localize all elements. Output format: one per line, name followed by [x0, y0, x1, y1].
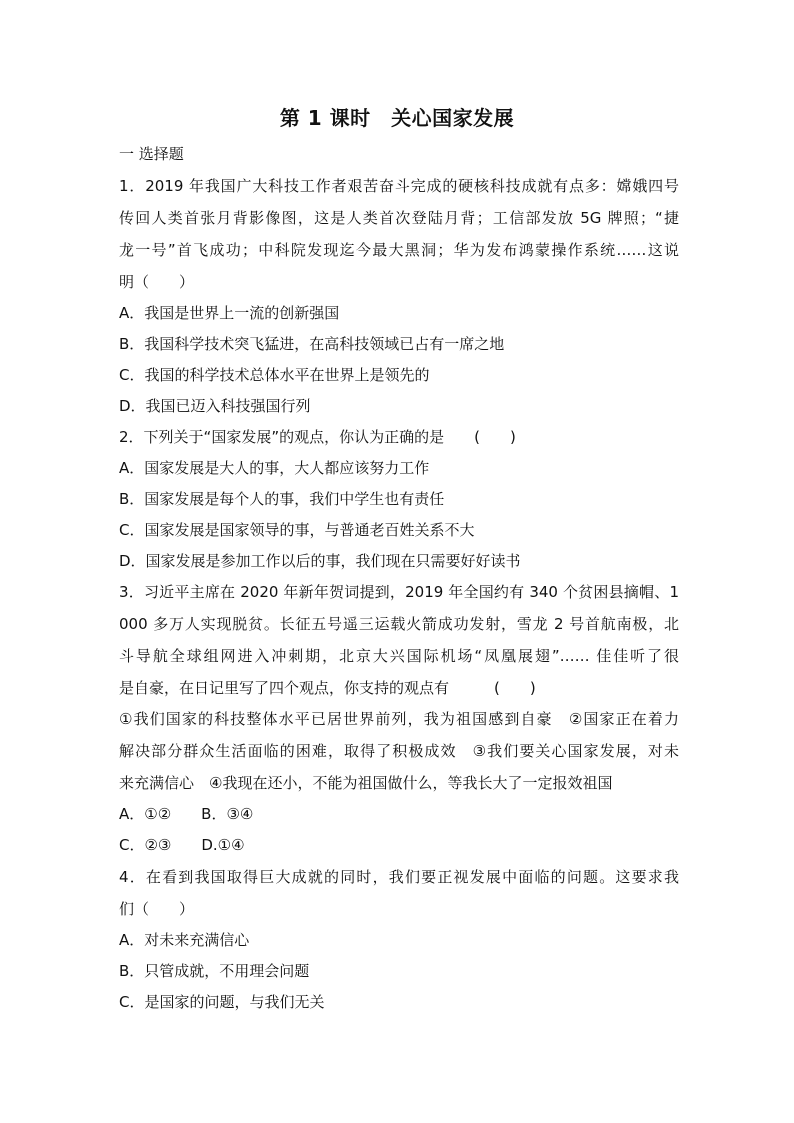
question-3-line-7: 来充满信心 ④我现在还小，不能为祖国做什么，等我长大了一定报效祖国 [119, 774, 613, 792]
question-1-line-3: 龙一号”首飞成功；中科院发现迄今最大黑洞；华为发布鸿蒙操作系统……这说 [119, 241, 679, 259]
question-3-line-1: 3．习近平主席在 2020 年新年贺词提到，2019 年全国约有 340 个贫困县摘帽、1 [119, 583, 679, 601]
question-3-line-4: 是自豪，在日记里写了四个观点，你支持的观点有 ( ) [119, 679, 536, 697]
question-1-line-2: 传回人类首张月背影像图，这是人类首次登陆月背；工信部发放 5G 牌照；“捷 [119, 209, 679, 227]
question-1-option-c: C．我国的科学技术总体水平在世界上是领先的 [119, 366, 430, 384]
question-4-option-a: A．对未来充满信心 [119, 931, 250, 949]
question-2-option-a: A．国家发展是大人的事，大人都应该努力工作 [119, 459, 430, 477]
question-4-line-1: 4．在看到我国取得巨大成就的同时，我们要正视发展中面临的问题。这要求我 [119, 868, 679, 886]
question-3-option-cd: C．②③ D.①④ [119, 836, 245, 854]
question-2-option-c: C．国家发展是国家领导的事，与普通老百姓关系不大 [119, 521, 475, 539]
question-4-line-2: 们（ ） [119, 900, 195, 918]
question-2-line-1: 2．下列关于“国家发展”的观点，你认为正确的是 ( ) [119, 428, 516, 446]
question-3-line-3: 斗导航全球组网进入冲刺期，北京大兴国际机场“凤凰展翅”…… 佳佳听了很 [119, 647, 679, 665]
question-4-option-b: B．只管成就，不用理会问题 [119, 962, 310, 980]
question-2-option-d: D．国家发展是参加工作以后的事，我们现在只需要好好读书 [119, 552, 521, 570]
question-1-option-b: B．我国科学技术突飞猛进，在高科技领域已占有一席之地 [119, 335, 505, 353]
question-2-option-b: B．国家发展是每个人的事，我们中学生也有责任 [119, 490, 445, 508]
question-3-option-ab: A．①② B．③④ [119, 805, 254, 823]
page-title: 第 1 课时 关心国家发展 [279, 106, 515, 130]
question-3-line-6: 解决部分群众生活面临的困难，取得了积极成效 ③我们要关心国家发展，对未 [119, 742, 679, 760]
section-heading: 一 选择题 [119, 145, 184, 163]
question-1-line-4: 明（ ） [119, 273, 195, 291]
question-3-line-2: 000 多万人实现脱贫。长征五号遥三运载火箭成功发射，雪龙 2 号首航南极，北 [119, 615, 679, 633]
question-3-line-5: ①我们国家的科技整体水平已居世界前列，我为祖国感到自豪 ②国家正在着力 [119, 710, 679, 728]
question-1-line-1: 1．2019 年我国广大科技工作者艰苦奋斗完成的硬核科技成就有点多：嫦娥四号 [119, 177, 679, 195]
question-4-option-c: C．是国家的问题，与我们无关 [119, 993, 325, 1011]
question-1-option-a: A．我国是世界上一流的创新强国 [119, 304, 340, 322]
question-1-option-d: D．我国已迈入科技强国行列 [119, 397, 311, 415]
